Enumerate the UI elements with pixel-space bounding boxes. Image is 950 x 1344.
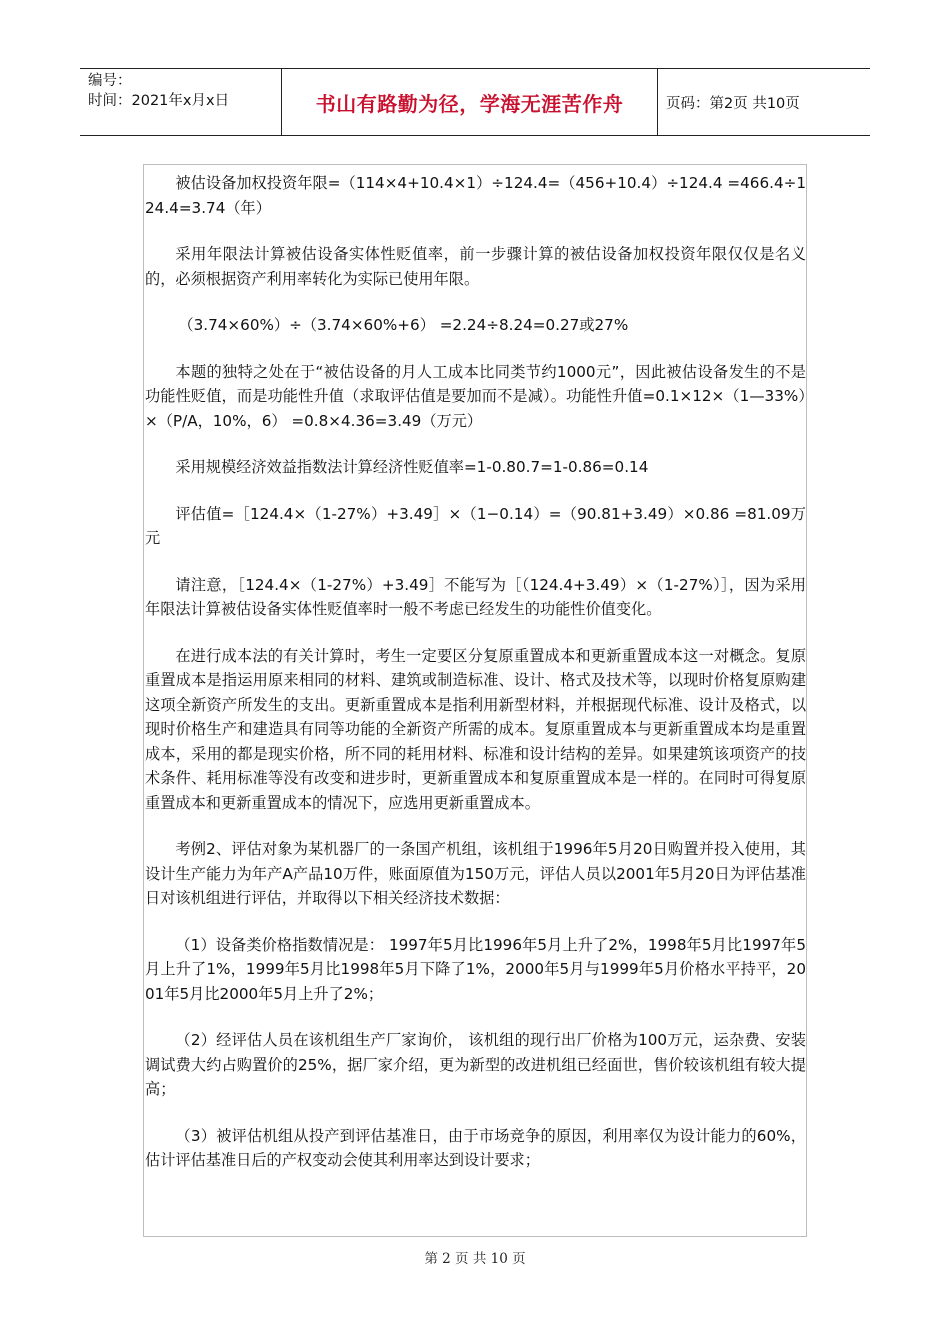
paragraph: （3.74×60%）÷（3.74×60%+6） =2.24÷8.24=0.27或27% — [178, 316, 629, 334]
paragraph: 在进行成本法的有关计算时，考生一定要区分复原重置成本和更新重置成本这一对概念。复原重置成本是指运用原来相同的材料、建筑或制造标准、设计、格式及技术等，以现时价格复原购建这项全新资产所发生的支出。更新重置成本是指利用新型材料，并根据现代标准、设计及格式，以现时价格生产和建造具有同等功能的全新资产所需的成本。复原重置成本与更新重置成本均是重置成本，采用的都是现实价格，所不同的耗用材料、标准和设计结构的差异。如果建筑该项资产的技术条件、耗用标准等没有改变和进步时，更新重置成本和复原重置成本是一样的。在同时可得复原重置成本和更新重置成本的情况下，应选用更新重置成本。 — [145, 646, 806, 812]
paragraph: 采用规模经济效益指数法计算经济性贬值率=1-0.80.7=1-0.86=0.14 — [175, 458, 649, 476]
paragraph: 采用年限法计算被估设备实体性贬值率，前一步骤计算的被估设备加权投资年限仅仅是名义的，必须根据资产利用率转化为实际已使用年限。 — [145, 245, 806, 288]
paragraph: （1）设备类价格指数情况是： 1997年5月比1996年5月上升了2%，1998年5月比1997年5月上升了1%，1999年5月比1998年5月下降了1%，2000年5月与1999年5月价格水平持平，2001年5月比2000年5月上升了2%； — [145, 935, 806, 1003]
page-header — [80, 68, 870, 136]
document-body — [145, 171, 806, 1195]
paragraph: （2）经评估人员在该机组生产厂家询价， 该机组的现行出厂价格为100万元，运杂费、安装调试费大约占购置价的25%，据厂家介绍，更为新型的改进机组已经面世，售价较该机组有较大提高； — [145, 1031, 806, 1098]
time-label: 时间：2021年x月x日 — [88, 93, 230, 109]
paragraph: 请注意，［124.4×（1-27%）+3.49］不能写为［（124.4+3.49）×（1-27%）］，因为采用年限法计算被估设备实体性贬值率时一般不考虑已经发生的功能性价值变化。 — [145, 575, 806, 618]
paragraph: 被估设备加权投资年限=（114×4+10.4×1）÷124.4=（456+10.4）÷124.4 =466.4÷124.4=3.74（年） — [145, 174, 806, 217]
paragraph: 评估值=［124.4×（1-27%）+3.49］×（1−0.14）=（90.81+3.49）×0.86 =81.09万元 — [145, 504, 806, 547]
paragraph: 考例2、评估对象为某机器厂的一条国产机组，该机组于1996年5月20日购置并投入使用，其设计生产能力为年产A产品10万件，账面原值为150万元，评估人员以2001年5月20日为评估基准日对该机组进行评估，并取得以下相关经济技术数据： — [145, 840, 806, 907]
paragraph: （3）被评估机组从投产到评估基准日，由于市场竞争的原因，利用率仅为设计能力的60%，估计评估基准日后的产权变动会使其利用率达到设计要求； — [145, 1126, 806, 1169]
header-meta — [80, 69, 282, 135]
content-frame — [143, 164, 807, 1237]
paragraph: 本题的独特之处在于“被估设备的月人工成本比同类节约1000元”，因此被估设备发生的不是功能性贬值，而是功能性升值（求取评估值是要加而不是减）。功能性升值=0.1×12×（1—33%）×（P/A，10%，6） =0.8×4.36=3.49（万元） — [145, 362, 806, 430]
motto: 书山有路勤为径，学海无涯苦作舟 — [282, 69, 658, 135]
serial-label: 编号： — [88, 73, 132, 89]
page-info: 页码：第2页 共10页 — [666, 95, 800, 112]
page-footer: 第 2 页 共 10 页 — [424, 1251, 526, 1267]
